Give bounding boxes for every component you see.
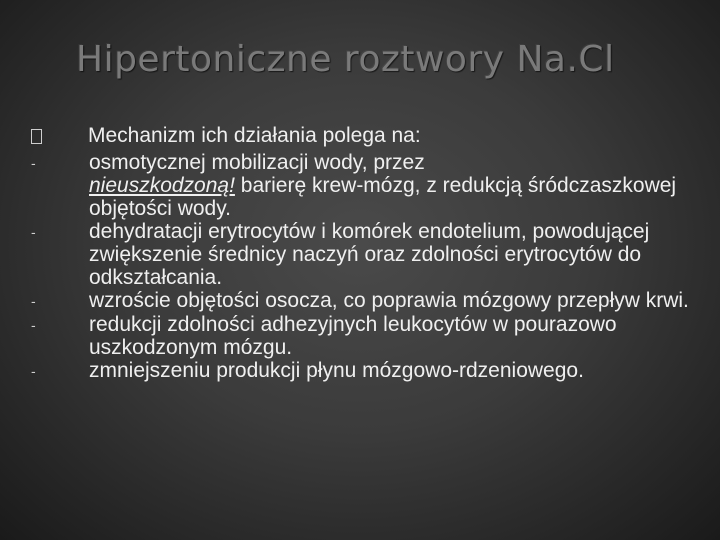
list-item-text-start: osmotycznej mobilizacji wody, przez [89, 151, 425, 174]
emphasis-text: nieuszkodzoną! [89, 174, 235, 197]
square-bullet-icon [30, 124, 88, 151]
dash-bullet: - [31, 317, 36, 333]
dash-bullet: - [31, 293, 36, 309]
dash-bullet: - [31, 224, 36, 240]
list-item [30, 289, 690, 313]
list-item [30, 220, 690, 289]
lead-paragraph [30, 124, 690, 151]
list-item [30, 313, 690, 359]
list-item [30, 151, 690, 220]
list-item-text-end: barierę krew-mózg, z redukcją śródczaszkowej objętości wody. [89, 174, 677, 220]
slide-body [30, 124, 690, 383]
list-item-text [89, 151, 690, 220]
slide-title: Hipertoniczne roztwory Na.Cl [76, 39, 615, 80]
list-item-text: dehydratacji erytrocytów i komórek endotelium, powodującej zwiększenie średnicy naczyń oraz zdolności erytrocytów do odkształcania. [89, 220, 650, 289]
list-item-text: wzroście objętości osocza, co poprawia mózgowy przepływ krwi. [89, 289, 689, 312]
list-item-text: redukcji zdolności adhezyjnych leukocytów w pourazowo uszkodzonym mózgu. [89, 313, 617, 359]
lead-text: Mechanizm ich działania polega na: [88, 124, 421, 147]
list-item [30, 359, 690, 383]
dash-bullet: - [31, 363, 36, 379]
dash-bullet: - [31, 155, 36, 171]
list-item-text: zmniejszeniu produkcji płynu mózgowo-rdzeniowego. [89, 359, 584, 382]
